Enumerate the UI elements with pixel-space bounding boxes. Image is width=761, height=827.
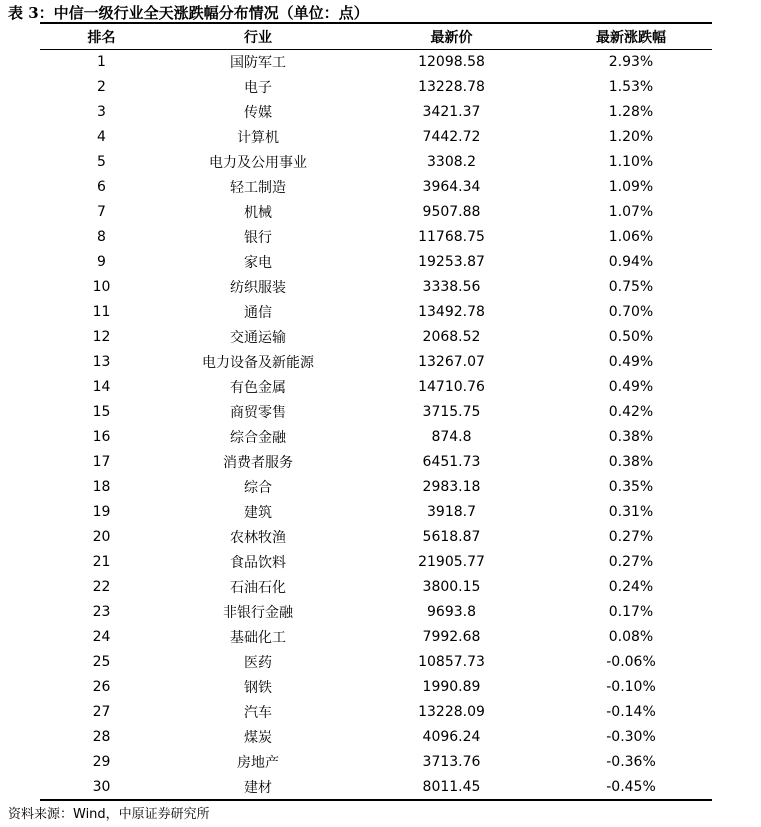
price-cell: 13267.07 [418, 353, 485, 370]
rank-cell: 18 [92, 478, 111, 495]
industry-cell: 国防军工 [230, 54, 286, 71]
header-latest-price: 最新价 [430, 29, 473, 46]
rank-cell: 21 [92, 553, 111, 570]
rank-cell: 11 [92, 303, 111, 320]
price-cell: 3964.34 [422, 178, 481, 195]
table-row [40, 674, 712, 699]
industry-cell: 商贸零售 [230, 404, 286, 421]
table-row [40, 49, 712, 74]
table-row [40, 149, 712, 174]
rank-cell: 20 [92, 528, 111, 545]
price-cell: 12098.58 [418, 53, 485, 70]
rank-cell: 19 [92, 503, 111, 520]
change-cell: 0.49% [608, 378, 654, 395]
change-cell: 0.75% [608, 278, 654, 295]
price-cell: 8011.45 [422, 778, 481, 795]
industry-cell: 综合 [244, 479, 272, 496]
change-cell: 1.20% [608, 128, 654, 145]
header-industry: 行业 [244, 29, 272, 46]
industry-cell: 基础化工 [230, 629, 286, 646]
rank-cell: 3 [97, 103, 106, 120]
change-cell: 1.53% [608, 78, 654, 95]
table-row [40, 749, 712, 774]
change-cell: 2.93% [608, 53, 654, 70]
price-cell: 3338.56 [422, 278, 481, 295]
header-rank: 排名 [87, 29, 116, 46]
industry-cell: 医药 [244, 654, 272, 671]
table-row [40, 249, 712, 274]
change-cell: 0.94% [608, 253, 654, 270]
table-row [40, 74, 712, 99]
table-row [40, 524, 712, 549]
change-cell: 0.27% [608, 553, 654, 570]
price-cell: 3918.7 [427, 503, 476, 520]
table-header-row [40, 24, 712, 49]
change-cell: 0.24% [608, 578, 654, 595]
table-title: 表 3：中信一级行业全天涨跌幅分布情况（单位：点） [8, 4, 369, 22]
rank-cell: 10 [92, 278, 111, 295]
change-cell: 0.38% [608, 428, 654, 445]
table-row [40, 699, 712, 724]
rank-cell: 26 [92, 678, 111, 695]
rank-cell: 28 [92, 728, 111, 745]
industry-cell: 纺织服装 [230, 279, 286, 296]
rank-cell: 16 [92, 428, 111, 445]
table-row [40, 374, 712, 399]
industry-cell: 银行 [244, 229, 272, 246]
rank-cell: 1 [97, 53, 106, 70]
change-cell: 0.27% [608, 528, 654, 545]
table-row [40, 124, 712, 149]
table-row [40, 774, 712, 799]
rank-cell: 9 [97, 253, 106, 270]
table-row [40, 99, 712, 124]
rank-cell: 8 [97, 228, 106, 245]
table-row [40, 574, 712, 599]
industry-cell: 钢铁 [244, 679, 272, 696]
rank-cell: 15 [92, 403, 111, 420]
price-cell: 2068.52 [422, 328, 481, 345]
table-row [40, 724, 712, 749]
change-cell: -0.30% [606, 728, 656, 745]
price-cell: 3800.15 [422, 578, 481, 595]
change-cell: -0.45% [606, 778, 656, 795]
change-cell: -0.14% [606, 703, 656, 720]
industry-cell: 房地产 [237, 754, 279, 771]
industry-cell: 传媒 [244, 104, 272, 121]
change-cell: 0.50% [608, 328, 654, 345]
change-cell: 1.06% [608, 228, 654, 245]
price-cell: 21905.77 [418, 553, 485, 570]
industry-cell: 煤炭 [244, 729, 272, 746]
price-cell: 13228.78 [418, 78, 485, 95]
price-cell: 874.8 [431, 428, 472, 445]
header-latest-change: 最新涨跌幅 [596, 29, 666, 46]
price-cell: 3715.75 [422, 403, 481, 420]
rank-cell: 30 [92, 778, 111, 795]
price-cell: 3308.2 [427, 153, 476, 170]
rank-cell: 27 [92, 703, 111, 720]
rank-cell: 6 [97, 178, 106, 195]
source-note: 资料来源：Wind，中原证券研究所 [8, 807, 210, 822]
price-cell: 10857.73 [418, 653, 485, 670]
price-cell: 14710.76 [418, 378, 485, 395]
price-cell: 5618.87 [422, 528, 481, 545]
price-cell: 4096.24 [422, 728, 481, 745]
price-cell: 13228.09 [418, 703, 485, 720]
table-row [40, 174, 712, 199]
rank-cell: 23 [92, 603, 111, 620]
table-row [40, 399, 712, 424]
change-cell: 0.70% [608, 303, 654, 320]
change-cell: 0.42% [608, 403, 654, 420]
price-cell: 11768.75 [418, 228, 485, 245]
rank-cell: 2 [97, 78, 106, 95]
rank-cell: 12 [92, 328, 111, 345]
table-row [40, 499, 712, 524]
industry-cell: 综合金融 [230, 429, 286, 446]
industry-performance-table [40, 24, 712, 799]
table-row [40, 624, 712, 649]
table-row [40, 349, 712, 374]
industry-cell: 电力设备及新能源 [202, 354, 314, 371]
price-cell: 9693.8 [427, 603, 476, 620]
rank-cell: 13 [92, 353, 111, 370]
rank-cell: 7 [97, 203, 106, 220]
table-row [40, 324, 712, 349]
industry-cell: 交通运输 [230, 329, 286, 346]
price-cell: 7992.68 [422, 628, 481, 645]
rank-cell: 22 [92, 578, 111, 595]
change-cell: 0.38% [608, 453, 654, 470]
change-cell: 1.07% [608, 203, 654, 220]
change-cell: -0.36% [606, 753, 656, 770]
rank-cell: 24 [92, 628, 111, 645]
price-cell: 13492.78 [418, 303, 485, 320]
industry-cell: 汽车 [244, 704, 272, 721]
change-cell: 1.28% [608, 103, 654, 120]
table-row [40, 299, 712, 324]
price-cell: 3713.76 [422, 753, 481, 770]
industry-cell: 建筑 [244, 504, 272, 521]
change-cell: 0.49% [608, 353, 654, 370]
table-row [40, 449, 712, 474]
change-cell: 0.17% [608, 603, 654, 620]
industry-cell: 电力及公用事业 [209, 154, 307, 171]
industry-cell: 有色金属 [230, 379, 286, 396]
rank-cell: 4 [97, 128, 106, 145]
change-cell: 1.09% [608, 178, 654, 195]
table-row [40, 199, 712, 224]
change-cell: 0.35% [608, 478, 654, 495]
industry-cell: 非银行金融 [223, 604, 293, 621]
price-cell: 1990.89 [422, 678, 481, 695]
change-cell: -0.10% [606, 678, 656, 695]
price-cell: 9507.88 [422, 203, 481, 220]
price-cell: 7442.72 [422, 128, 481, 145]
table-body [40, 49, 712, 799]
industry-cell: 石油石化 [230, 579, 286, 596]
industry-cell: 计算机 [237, 129, 279, 146]
table-row [40, 649, 712, 674]
industry-cell: 家电 [244, 254, 272, 271]
price-cell: 19253.87 [418, 253, 485, 270]
industry-cell: 食品饮料 [230, 554, 286, 571]
table-bottom-rule [40, 799, 712, 801]
table-row [40, 599, 712, 624]
rank-cell: 14 [92, 378, 111, 395]
industry-cell: 农林牧渔 [230, 529, 286, 546]
table-row [40, 549, 712, 574]
change-cell: 1.10% [608, 153, 654, 170]
rank-cell: 25 [92, 653, 111, 670]
industry-cell: 轻工制造 [230, 179, 286, 196]
industry-cell: 消费者服务 [223, 454, 293, 471]
change-cell: -0.06% [606, 653, 656, 670]
table-row [40, 474, 712, 499]
industry-cell: 通信 [244, 304, 272, 321]
rank-cell: 29 [92, 753, 111, 770]
price-cell: 3421.37 [422, 103, 481, 120]
table-row [40, 224, 712, 249]
rank-cell: 17 [92, 453, 111, 470]
industry-cell: 电子 [244, 79, 272, 96]
table-row [40, 424, 712, 449]
table-row [40, 274, 712, 299]
rank-cell: 5 [97, 153, 106, 170]
price-cell: 6451.73 [422, 453, 481, 470]
industry-cell: 机械 [244, 204, 272, 221]
change-cell: 0.31% [608, 503, 654, 520]
change-cell: 0.08% [608, 628, 654, 645]
price-cell: 2983.18 [422, 478, 481, 495]
industry-cell: 建材 [244, 779, 272, 796]
